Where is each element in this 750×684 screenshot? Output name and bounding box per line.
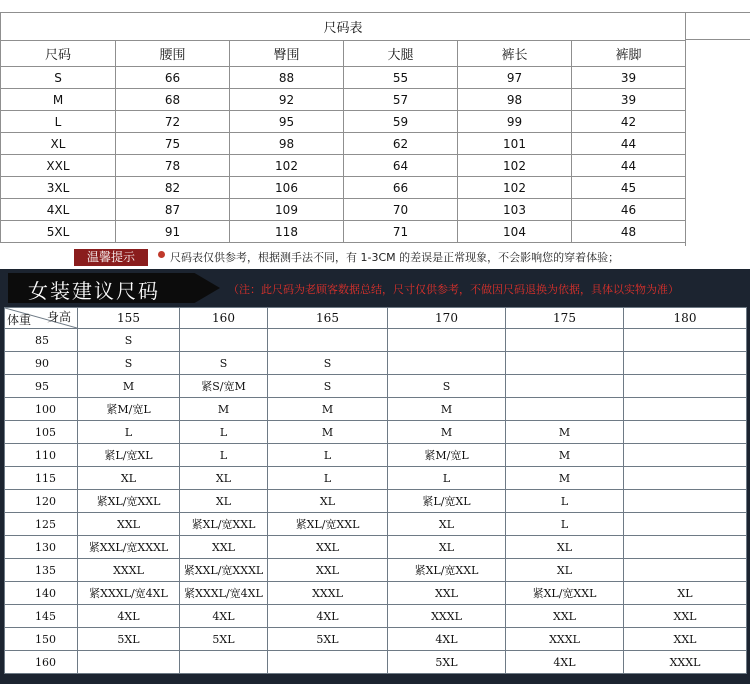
recommended-size-cell: XXL bbox=[624, 628, 747, 651]
size-chart-header-cell: 臀围 bbox=[230, 41, 344, 67]
size-chart-cell: 70 bbox=[344, 199, 458, 221]
size-chart-cell: 75 bbox=[116, 133, 230, 155]
size-chart-row bbox=[1, 89, 686, 111]
size-chart-cell: 39 bbox=[572, 67, 686, 89]
size-chart-cell: 95 bbox=[230, 111, 344, 133]
recommendation-row bbox=[5, 605, 747, 628]
recommended-size-cell: XL bbox=[388, 513, 506, 536]
recommended-size-cell: XL bbox=[506, 559, 624, 582]
size-chart-cell: 118 bbox=[230, 221, 344, 243]
recommended-size-cell bbox=[624, 398, 747, 421]
weight-cell: 100 bbox=[5, 398, 78, 421]
size-chart-cell: 59 bbox=[344, 111, 458, 133]
recommended-size-cell: XXXL bbox=[506, 628, 624, 651]
weight-cell: 95 bbox=[5, 375, 78, 398]
size-chart-cell: 3XL bbox=[1, 177, 116, 199]
weight-cell: 135 bbox=[5, 559, 78, 582]
recommended-size-cell: XL bbox=[180, 467, 268, 490]
recommended-size-cell bbox=[624, 536, 747, 559]
height-header-cell: 155 bbox=[78, 308, 180, 329]
recommended-size-cell bbox=[624, 421, 747, 444]
recommended-size-cell: 紧XL/宽XXL bbox=[268, 513, 388, 536]
size-chart-row bbox=[1, 221, 686, 243]
recommended-size-cell: XL bbox=[78, 467, 180, 490]
size-chart-cell: M bbox=[1, 89, 116, 111]
recommendation-grid bbox=[4, 307, 747, 674]
recommended-size-cell: 紧XL/宽XXL bbox=[180, 513, 268, 536]
size-chart-cell: 66 bbox=[344, 177, 458, 199]
recommended-size-cell: S bbox=[268, 352, 388, 375]
size-chart-right-edge bbox=[685, 12, 750, 246]
height-header-cell: 170 bbox=[388, 308, 506, 329]
recommended-size-cell: M bbox=[268, 398, 388, 421]
size-chart-cell: 62 bbox=[344, 133, 458, 155]
recommended-size-cell: 紧L/宽XL bbox=[388, 490, 506, 513]
recommended-size-cell: XXL bbox=[268, 559, 388, 582]
recommendation-row bbox=[5, 352, 747, 375]
size-chart-header-cell: 裤长 bbox=[458, 41, 572, 67]
recommendation-title: 女装建议尺码 bbox=[28, 279, 160, 303]
recommended-size-cell: XXXL bbox=[388, 605, 506, 628]
recommended-size-cell bbox=[624, 329, 747, 352]
size-chart-cell: 106 bbox=[230, 177, 344, 199]
recommended-size-cell: L bbox=[268, 444, 388, 467]
recommended-size-cell: L bbox=[78, 421, 180, 444]
size-chart-cell: 87 bbox=[116, 199, 230, 221]
recommended-size-cell: L bbox=[180, 444, 268, 467]
size-chart-cell: 68 bbox=[116, 89, 230, 111]
size-chart bbox=[0, 12, 750, 243]
recommended-size-cell: 紧L/宽XL bbox=[78, 444, 180, 467]
size-chart-header-cell: 裤脚 bbox=[572, 41, 686, 67]
recommended-size-cell bbox=[268, 329, 388, 352]
recommendation-row bbox=[5, 513, 747, 536]
size-chart-cell: 104 bbox=[458, 221, 572, 243]
recommended-size-cell: 紧XL/宽XXL bbox=[78, 490, 180, 513]
recommended-size-cell bbox=[388, 329, 506, 352]
size-chart-cell: 42 bbox=[572, 111, 686, 133]
recommended-size-cell: S bbox=[180, 352, 268, 375]
size-chart-row bbox=[1, 111, 686, 133]
recommended-size-cell: S bbox=[388, 375, 506, 398]
recommended-size-cell: L bbox=[506, 490, 624, 513]
recommended-size-cell: 4XL bbox=[180, 605, 268, 628]
weight-cell: 140 bbox=[5, 582, 78, 605]
notice-tag: 温馨提示 bbox=[74, 249, 148, 266]
size-chart-right-divider bbox=[685, 39, 750, 40]
size-chart-cell: 72 bbox=[116, 111, 230, 133]
recommended-size-cell: 紧XXXL/宽4XL bbox=[180, 582, 268, 605]
size-chart-cell: XXL bbox=[1, 155, 116, 177]
recommended-size-cell: M bbox=[388, 421, 506, 444]
height-weight-corner bbox=[5, 308, 78, 329]
size-chart-cell: 44 bbox=[572, 155, 686, 177]
recommended-size-cell: 紧M/宽L bbox=[388, 444, 506, 467]
recommended-size-cell bbox=[506, 352, 624, 375]
recommended-size-cell: XXL bbox=[78, 513, 180, 536]
recommended-size-cell: L bbox=[180, 421, 268, 444]
size-chart-cell: 44 bbox=[572, 133, 686, 155]
weight-label: 体重 bbox=[7, 313, 32, 327]
recommended-size-cell bbox=[180, 329, 268, 352]
recommended-size-cell: M bbox=[268, 421, 388, 444]
recommendation-row bbox=[5, 490, 747, 513]
recommended-size-cell: XL bbox=[624, 582, 747, 605]
recommended-size-cell bbox=[624, 444, 747, 467]
recommended-size-cell bbox=[624, 352, 747, 375]
recommended-size-cell: L bbox=[388, 467, 506, 490]
size-chart-cell: L bbox=[1, 111, 116, 133]
recommended-size-cell: 5XL bbox=[388, 651, 506, 674]
recommendation-row bbox=[5, 398, 747, 421]
recommended-size-cell bbox=[78, 651, 180, 674]
size-chart-cell: 5XL bbox=[1, 221, 116, 243]
recommended-size-cell: 5XL bbox=[180, 628, 268, 651]
size-chart-row bbox=[1, 199, 686, 221]
size-chart-cell: 92 bbox=[230, 89, 344, 111]
size-chart-row bbox=[1, 67, 686, 89]
recommended-size-cell: S bbox=[78, 329, 180, 352]
size-chart-cell: 48 bbox=[572, 221, 686, 243]
size-chart-cell: 57 bbox=[344, 89, 458, 111]
weight-cell: 130 bbox=[5, 536, 78, 559]
recommended-size-cell: 紧S/宽M bbox=[180, 375, 268, 398]
recommendation-table bbox=[4, 307, 747, 674]
recommended-size-cell: 紧XXXL/宽4XL bbox=[78, 582, 180, 605]
recommended-size-cell bbox=[506, 375, 624, 398]
recommended-size-cell: L bbox=[268, 467, 388, 490]
recommended-size-cell: XXXL bbox=[624, 651, 747, 674]
weight-cell: 120 bbox=[5, 490, 78, 513]
recommendation-row bbox=[5, 375, 747, 398]
size-chart-cell: S bbox=[1, 67, 116, 89]
recommended-size-cell: 4XL bbox=[388, 628, 506, 651]
size-chart-cell: 98 bbox=[458, 89, 572, 111]
weight-cell: 145 bbox=[5, 605, 78, 628]
size-chart-cell: 39 bbox=[572, 89, 686, 111]
size-chart-cell: 46 bbox=[572, 199, 686, 221]
recommendation-row bbox=[5, 536, 747, 559]
size-chart-header-cell: 尺码 bbox=[1, 41, 116, 67]
recommended-size-cell: 4XL bbox=[506, 651, 624, 674]
recommended-size-cell: M bbox=[388, 398, 506, 421]
size-chart-cell: 91 bbox=[116, 221, 230, 243]
size-chart-cell: 82 bbox=[116, 177, 230, 199]
recommended-size-cell: 紧XL/宽XXL bbox=[388, 559, 506, 582]
recommendation-row bbox=[5, 421, 747, 444]
height-header-cell: 175 bbox=[506, 308, 624, 329]
recommended-size-cell: XXL bbox=[624, 605, 747, 628]
recommended-size-cell: 紧XL/宽XXL bbox=[506, 582, 624, 605]
size-chart-row bbox=[1, 133, 686, 155]
recommended-size-cell: XXXL bbox=[78, 559, 180, 582]
recommended-size-cell bbox=[268, 651, 388, 674]
recommended-size-cell: M bbox=[506, 444, 624, 467]
recommended-size-cell: XXL bbox=[180, 536, 268, 559]
recommended-size-cell bbox=[624, 513, 747, 536]
recommended-size-cell: 4XL bbox=[78, 605, 180, 628]
size-chart-table bbox=[0, 12, 686, 243]
size-chart-header-cell: 大腿 bbox=[344, 41, 458, 67]
height-header-cell: 160 bbox=[180, 308, 268, 329]
size-chart-cell: 78 bbox=[116, 155, 230, 177]
recommended-size-cell: XL bbox=[268, 490, 388, 513]
recommendation-row bbox=[5, 651, 747, 674]
weight-cell: 110 bbox=[5, 444, 78, 467]
recommendation-banner bbox=[0, 269, 750, 305]
recommendation-row bbox=[5, 582, 747, 605]
recommendation-row bbox=[5, 467, 747, 490]
recommended-size-cell: XXL bbox=[506, 605, 624, 628]
weight-cell: 150 bbox=[5, 628, 78, 651]
recommended-size-cell: S bbox=[268, 375, 388, 398]
recommended-size-cell: M bbox=[506, 467, 624, 490]
recommended-size-cell: M bbox=[78, 375, 180, 398]
recommended-size-cell: XL bbox=[180, 490, 268, 513]
recommended-size-cell: M bbox=[506, 421, 624, 444]
recommended-size-cell: 5XL bbox=[78, 628, 180, 651]
recommended-size-cell: 紧M/宽L bbox=[78, 398, 180, 421]
size-chart-cell: 64 bbox=[344, 155, 458, 177]
recommendation-row bbox=[5, 628, 747, 651]
recommended-size-cell: XXXL bbox=[268, 582, 388, 605]
notice-text: 尺码表仅供参考，根据测手法不同，有 1-3CM 的差误是正常现象，不会影响您的穿着体验； bbox=[170, 251, 620, 264]
recommendation-row bbox=[5, 559, 747, 582]
recommendation-note: （注：此尺码为老顾客数据总结，尺寸仅供参考，不做因尺码退换为依据，具体以实物为准） bbox=[228, 283, 679, 296]
size-chart-cell: XL bbox=[1, 133, 116, 155]
height-header-cell: 165 bbox=[268, 308, 388, 329]
size-chart-cell: 97 bbox=[458, 67, 572, 89]
recommended-size-cell: S bbox=[78, 352, 180, 375]
size-chart-cell: 66 bbox=[116, 67, 230, 89]
recommended-size-cell bbox=[624, 467, 747, 490]
height-header-cell: 180 bbox=[624, 308, 747, 329]
weight-cell: 90 bbox=[5, 352, 78, 375]
size-chart-cell: 55 bbox=[344, 67, 458, 89]
recommended-size-cell: 紧XXL/宽XXXL bbox=[78, 536, 180, 559]
recommended-size-cell: 5XL bbox=[268, 628, 388, 651]
size-chart-cell: 103 bbox=[458, 199, 572, 221]
size-chart-title: 尺码表 bbox=[1, 13, 686, 41]
size-chart-row bbox=[1, 155, 686, 177]
recommended-size-cell: XXL bbox=[388, 582, 506, 605]
recommended-size-cell bbox=[624, 375, 747, 398]
recommended-size-cell bbox=[624, 490, 747, 513]
size-chart-cell: 4XL bbox=[1, 199, 116, 221]
recommendation-panel bbox=[0, 269, 750, 684]
height-label: 身高 bbox=[46, 310, 71, 324]
recommended-size-cell bbox=[624, 559, 747, 582]
weight-cell: 160 bbox=[5, 651, 78, 674]
weight-cell: 85 bbox=[5, 329, 78, 352]
recommended-size-cell bbox=[506, 329, 624, 352]
recommended-size-cell: 紧XXL/宽XXXL bbox=[180, 559, 268, 582]
size-chart-row bbox=[1, 177, 686, 199]
size-chart-cell: 102 bbox=[458, 155, 572, 177]
size-chart-cell: 101 bbox=[458, 133, 572, 155]
recommendation-row bbox=[5, 444, 747, 467]
recommended-size-cell: M bbox=[180, 398, 268, 421]
size-chart-cell: 102 bbox=[458, 177, 572, 199]
recommended-size-cell: 4XL bbox=[268, 605, 388, 628]
size-chart-cell: 71 bbox=[344, 221, 458, 243]
recommended-size-cell bbox=[388, 352, 506, 375]
recommended-size-cell bbox=[506, 398, 624, 421]
notice-bullet-icon bbox=[158, 251, 165, 258]
size-chart-cell: 88 bbox=[230, 67, 344, 89]
recommended-size-cell: XXL bbox=[268, 536, 388, 559]
recommended-size-cell bbox=[180, 651, 268, 674]
size-chart-header-cell: 腰围 bbox=[116, 41, 230, 67]
recommendation-row bbox=[5, 329, 747, 352]
size-chart-cell: 45 bbox=[572, 177, 686, 199]
recommended-size-cell: XL bbox=[388, 536, 506, 559]
size-chart-cell: 98 bbox=[230, 133, 344, 155]
recommended-size-cell: XL bbox=[506, 536, 624, 559]
weight-cell: 105 bbox=[5, 421, 78, 444]
size-chart-cell: 102 bbox=[230, 155, 344, 177]
notice-bar bbox=[0, 248, 750, 268]
weight-cell: 125 bbox=[5, 513, 78, 536]
size-chart-cell: 99 bbox=[458, 111, 572, 133]
size-chart-cell: 109 bbox=[230, 199, 344, 221]
weight-cell: 115 bbox=[5, 467, 78, 490]
recommended-size-cell: L bbox=[506, 513, 624, 536]
